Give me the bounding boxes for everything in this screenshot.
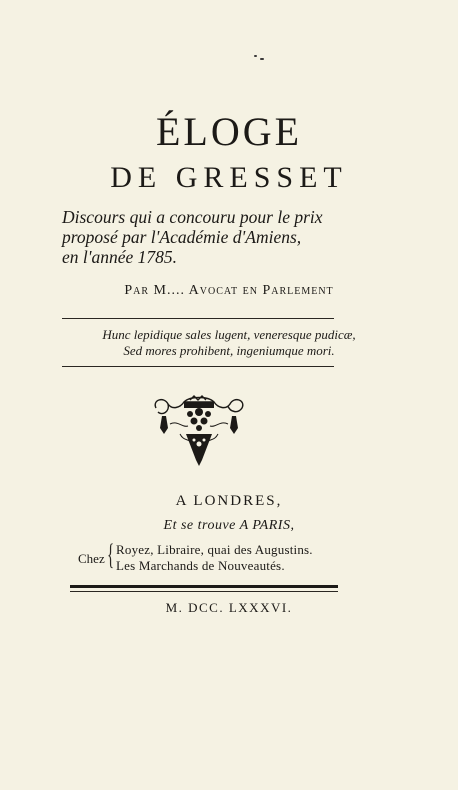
- ink-speck: [254, 55, 257, 57]
- double-rule-thick: [70, 585, 338, 588]
- epigraph-line: Hunc lepidique sales lugent, veneresque pudicæ,: [102, 327, 356, 342]
- discours-block: [62, 207, 392, 267]
- floral-urn-vignette-icon: [150, 394, 248, 468]
- imprint-merchants: Les Marchands de Nouveautés.: [116, 558, 285, 573]
- book-subtitle: DE GRESSET: [110, 161, 348, 194]
- book-title: ÉLOGE: [155, 109, 303, 154]
- imprint-brace: {: [107, 538, 115, 571]
- discours-line: proposé par l'Académie d'Amiens,: [62, 227, 302, 247]
- imprint-chez: Chez: [78, 551, 105, 566]
- discours-line: Discours qui a concouru pour le prix: [62, 207, 323, 227]
- author-line: Par M.... Avocat en Parlement: [124, 283, 334, 298]
- discours-line: en l'année 1785.: [62, 247, 178, 267]
- imprint-city: A LONDRES,: [175, 493, 283, 509]
- double-rule-thin: [70, 591, 338, 592]
- publication-date: M. DCC. LXXXVI.: [165, 600, 293, 615]
- imprint-bookseller: Royez, Libraire, quai des Augustins.: [116, 542, 313, 557]
- epigraph: [0, 327, 458, 359]
- epigraph-line: Sed mores prohibent, ingeniumque mori.: [123, 343, 335, 358]
- divider-top: [62, 318, 334, 319]
- divider-bottom: [62, 366, 334, 367]
- ink-speck: [260, 58, 264, 60]
- imprint-location: Et se trouve A PARIS,: [163, 518, 295, 533]
